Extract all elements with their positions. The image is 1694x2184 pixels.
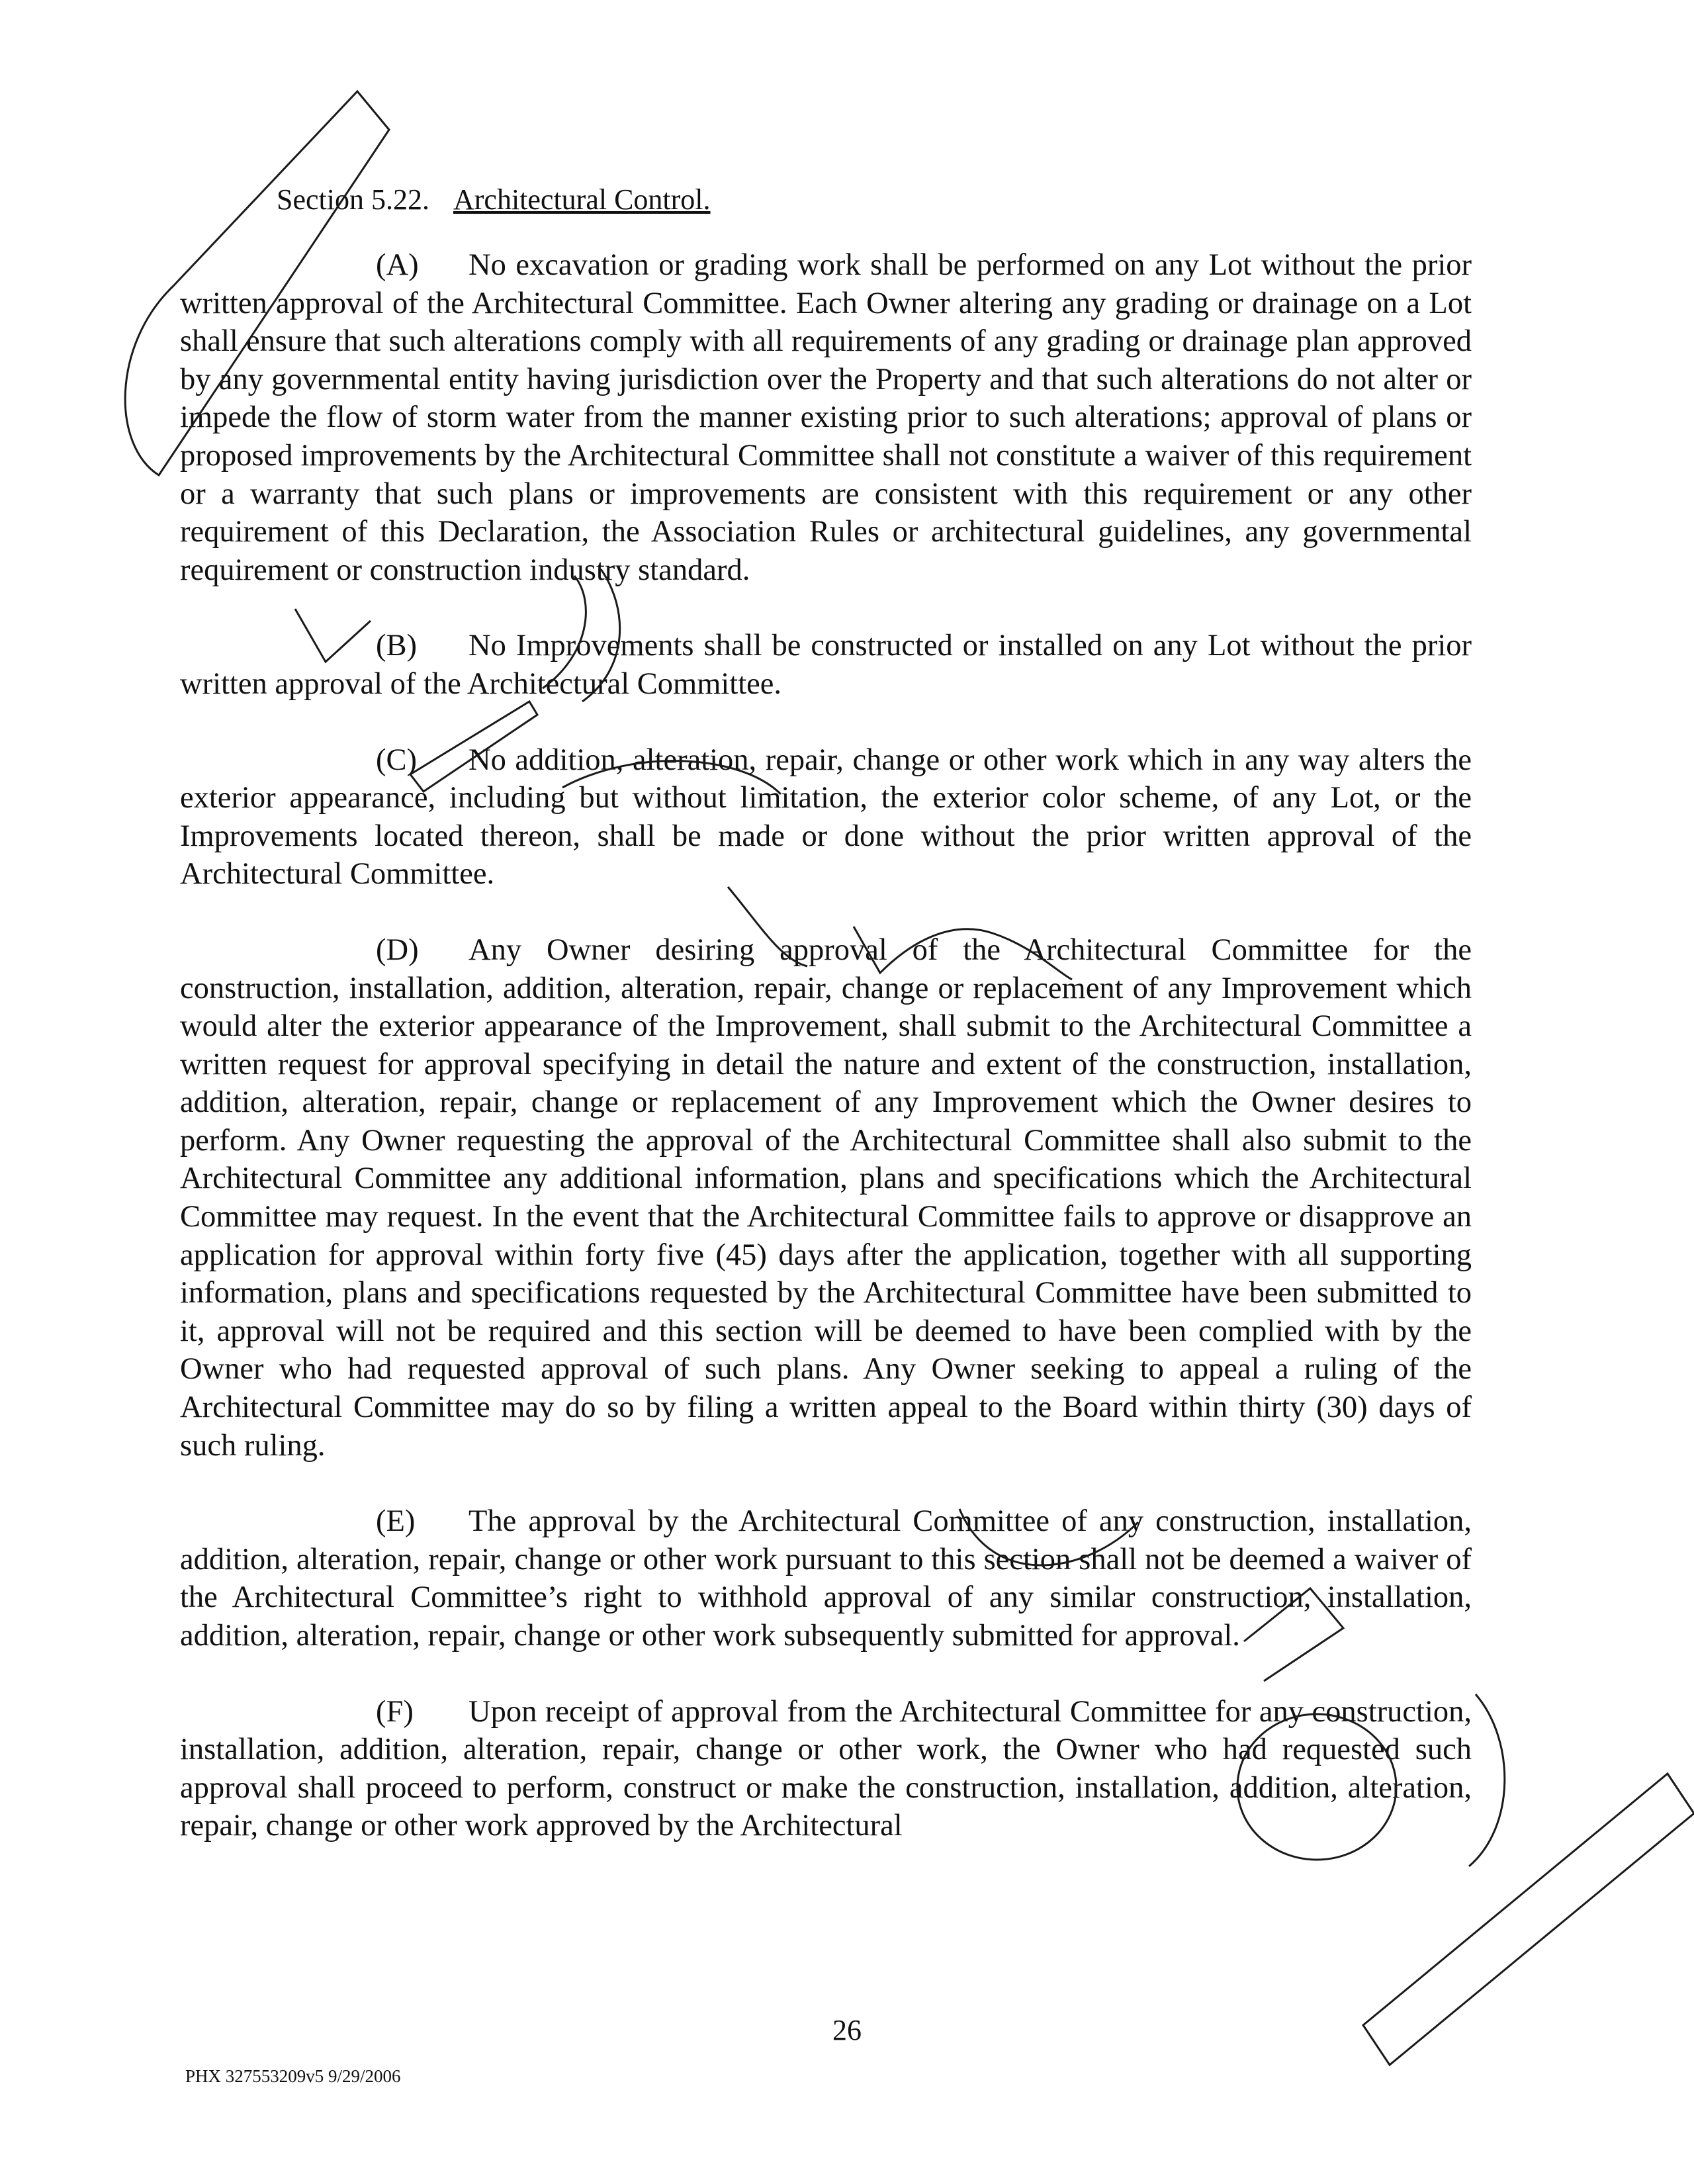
strike-mark-paren-1 (543, 576, 586, 688)
paragraph-text: Any Owner desiring approval of the Architectural Committee for the construction, installation, addition, alteration, repair, change or replacement of any Improvement which would alter the exterior appearance of the Improvement, shall submit to the Architectural Committee a written request for approval specifying in detail the nature and extent of the construction, installation, addition, alteration, repair, change or replacement of any Improvement which the Owner desires to perform. Any Owner requesting the approval of the Architectural Committee shall also submit to the Architectural Committee any additional information, plans and specifications which the Architectural Committee may request. In the event that the Architectural Committee fails to approve or disapprove an application for approval within forty five (45) days after the application, together with all supporting information, plans and specifications requested by the Architectural Committee have been submitted to it, approval will not be required and this section will be deemed to have been complied with by the Owner who had requested approval of such plans. Any Owner seeking to appeal a ruling of the Architectural Committee may do so by filing a written appeal to the Board within thirty (30) days of such ruling. (180, 933, 1472, 1463)
paragraph-text: The approval by the Architectural Committee of any construction, installation, addition, alteration, repair, change or other work pursuant to this section shall not be deemed a waiver of the Architectural Committee’s right to withhold approval of any similar construction, installation, addition, alteration, repair, change or other work subsequently submitted for approval. (180, 1504, 1472, 1653)
strike-mark-d-curve (959, 1509, 1138, 1565)
strike-mark-top-left (125, 91, 389, 475)
document-id: PHX 327553209v5 9/29/2006 (185, 2066, 401, 2086)
strike-mark-e-paren (1469, 1694, 1505, 1866)
paragraph-label: (D) (376, 933, 419, 967)
paragraph-label: (E) (376, 1504, 416, 1539)
paragraph-label: (C) (376, 743, 417, 777)
strike-mark-paren-2 (582, 569, 620, 702)
paragraph-label: (A) (376, 248, 419, 282)
strike-mark-c-arc (562, 761, 781, 794)
section-title: Architectural Control. (453, 183, 711, 216)
section-number: Section 5.22. (277, 183, 429, 216)
paragraph-text: Upon receipt of approval from the Architectural Committee for any construction, installation, addition, alteration, repair, change or other work, the Owner who had requested such approval shall proceed to perform, construct or make the construction, installation, addition, alteration, repair, change or other work approved by the Architectural (180, 1694, 1472, 1843)
paragraph-text: No excavation or grading work shall be performed on any Lot without the prior written approval of the Architectural Committee. Each Owner altering any grading or drainage on a Lot shall ensure that such alterations comply with all requirements of any grading or drainage plan approved by any governmental entity having jurisdiction over the Property and that such alterations do not alter or impede the flow of storm water from the manner existing prior to such alterations; approval of plans or proposed improvements by the Architectural Committee shall not constitute a waiver of this requirement or a warranty that such plans or improvements are consistent with this requirement or any other requirement of this Declaration, the Association Rules or architectural guidelines, any governmental requirement or construction industry standard. (180, 248, 1472, 587)
strike-mark-d-loop (854, 927, 1072, 979)
paragraph-label: (B) (376, 629, 417, 663)
strike-mark-e-slash (1244, 1588, 1343, 1681)
strike-mark-c-slash (410, 702, 537, 792)
strike-mark-bottom-right (1363, 1774, 1694, 2065)
strike-mark-e-circle (1237, 1714, 1396, 1860)
paragraph-text: No addition, alteration, repair, change or other work which in any way alters the exterior appearance, including but without limitation, the exterior color scheme, of any Lot, or the Improvements located thereon, shall be made or done without the prior written approval of the Architectural Committee. (180, 743, 1472, 891)
paragraph-text: No Improvements shall be constructed or installed on any Lot without the prior written approval of the Architectural Committee. (180, 629, 1472, 701)
page-number: 26 (832, 2014, 862, 2046)
strike-mark-c-tail (728, 887, 807, 966)
strike-mark-top-left-tail (295, 609, 371, 662)
paragraph-label: (F) (376, 1694, 414, 1729)
